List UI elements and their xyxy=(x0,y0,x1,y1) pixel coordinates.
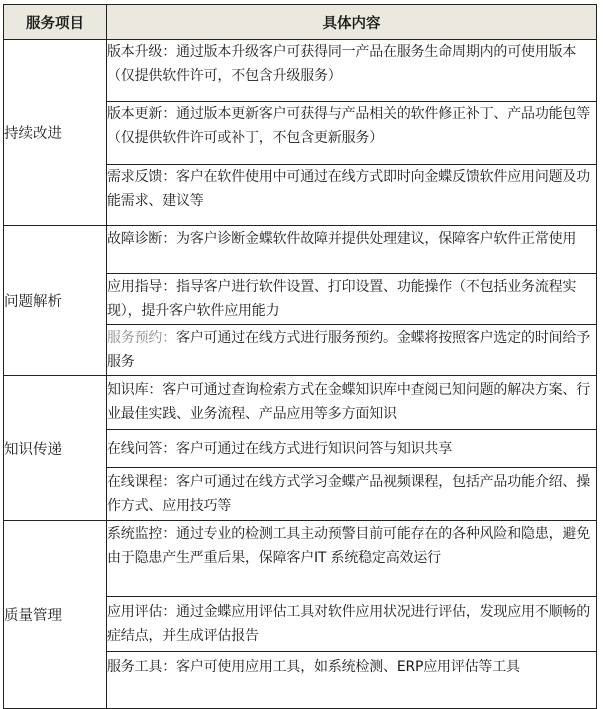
item-separator: ： xyxy=(148,382,163,398)
item-separator: ： xyxy=(162,526,177,542)
item-label: 故障诊断 xyxy=(107,231,163,247)
category-cell: 质量管理 xyxy=(4,521,107,709)
item-separator: ： xyxy=(162,44,177,60)
category-cell: 问题解析 xyxy=(4,226,107,376)
item-separator: ： xyxy=(162,440,177,457)
item-label: 系统监控 xyxy=(107,526,163,542)
item-cell xyxy=(107,40,597,102)
item-label: 在线问答 xyxy=(107,440,163,457)
item-cell xyxy=(107,468,597,521)
table-row xyxy=(4,376,597,430)
item-cell xyxy=(107,597,597,652)
item-cell xyxy=(107,521,597,597)
item-text: 客户在软件使用中可通过在线方式即时向金蝶反馈软件应用问题及功能需求、建议等 xyxy=(107,169,591,209)
item-label: 在线课程 xyxy=(107,474,163,490)
item-separator: ： xyxy=(162,659,177,675)
item-separator: ： xyxy=(162,330,177,346)
item-label: 应用指导 xyxy=(107,279,163,295)
item-cell xyxy=(107,226,597,274)
item-text: 通过专业的检测工具主动预警目前可能存在的各种风险和隐患，避免由于隐患产生严重后果，保障客户IT 系统稳定高效运行 xyxy=(107,526,591,566)
category-cell: 知识传递 xyxy=(4,376,107,521)
item-text: 客户可通过在线方式进行服务预约。金蝶将按照客户选定的时间给予服务 xyxy=(107,330,591,370)
item-label: 服务工具 xyxy=(107,659,163,675)
item-separator: ： xyxy=(162,106,177,122)
table-row xyxy=(4,521,597,597)
header-service-item: 服务项目 xyxy=(4,5,107,40)
item-label: 应用评估 xyxy=(107,604,163,620)
header-row xyxy=(4,5,597,40)
item-separator: ： xyxy=(162,231,177,247)
item-cell xyxy=(107,376,597,430)
item-text: 通过版本升级客户可获得同一产品在服务生命周期内的可使用版本（仅提供软件许可，不包含升级服务） xyxy=(107,44,577,84)
item-text: 通过金蝶应用评估工具对软件应用状况进行评估，发现应用不顺畅的症结点，并生成评估报告 xyxy=(107,604,591,644)
header-details: 具体内容 xyxy=(107,5,597,40)
item-cell xyxy=(107,325,597,376)
item-separator: ： xyxy=(162,474,177,490)
service-table xyxy=(3,4,597,709)
item-text: 客户可通过查询检索方式在金蝶知识库中查阅已知问题的解决方案、行业最佳实践、业务流程、产品应用等多方面知识 xyxy=(107,382,591,422)
item-text: 客户可使用应用工具，如系统检测、ERP应用评估等工具 xyxy=(176,659,520,675)
table-row xyxy=(4,226,597,274)
item-separator: ： xyxy=(162,169,177,185)
item-cell xyxy=(107,274,597,325)
item-label: 服务预约 xyxy=(107,330,163,346)
item-text: 为客户诊断金蝶软件故障并提供处理建议，保障客户软件正常使用 xyxy=(176,231,577,247)
item-label: 知识库 xyxy=(107,382,149,398)
item-label: 版本升级 xyxy=(107,44,163,60)
item-label: 需求反馈 xyxy=(107,169,163,185)
item-label: 版本更新 xyxy=(107,106,163,122)
item-cell xyxy=(107,165,597,226)
item-cell xyxy=(107,430,597,468)
item-text: 通过版本更新客户可获得与产品相关的软件修正补丁、产品功能包等（仅提供软件许可或补丁，不包含更新服务） xyxy=(107,106,591,146)
item-text: 指导客户进行软件设置、打印设置、功能操作（不包括业务流程实现），提升客户软件应用能力 xyxy=(107,279,577,319)
item-cell xyxy=(107,652,597,709)
category-cell: 持续改进 xyxy=(4,40,107,226)
table-row xyxy=(4,40,597,102)
item-cell xyxy=(107,102,597,165)
item-text: 客户可通过在线方式学习金蝶产品视频课程，包括产品功能介绍、操作方式、应用技巧等 xyxy=(107,474,591,514)
item-text: 客户可通过在线方式进行知识问答与知识共享 xyxy=(176,440,453,457)
item-separator: ： xyxy=(162,279,177,295)
item-separator: ： xyxy=(162,604,177,620)
